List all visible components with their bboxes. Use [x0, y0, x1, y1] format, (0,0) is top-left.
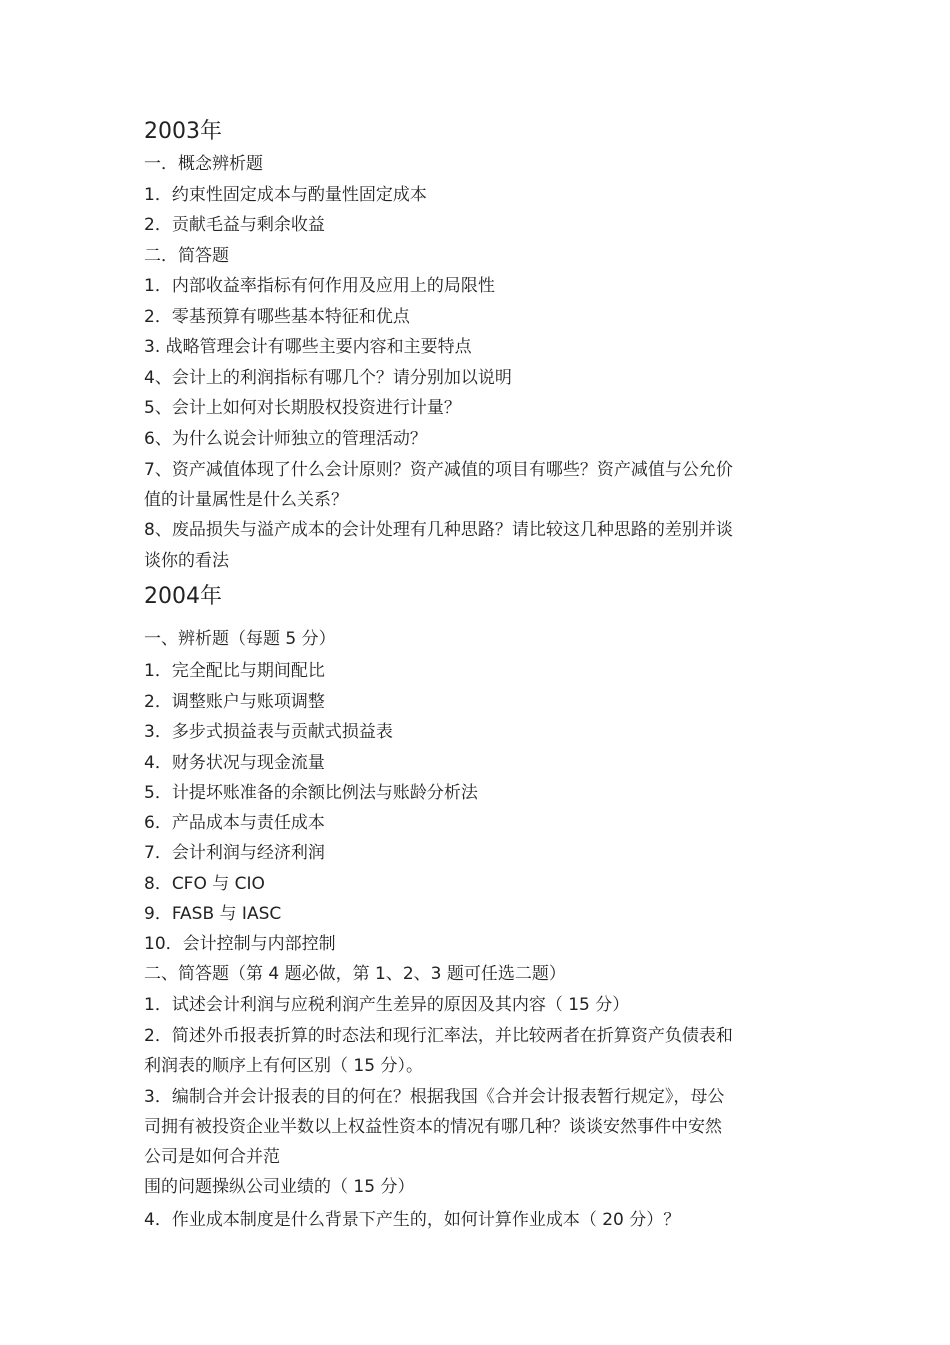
question-line: 2．贡献毛益与剩余收益 — [144, 215, 325, 235]
heading-short-answer: 二、简答题（第 4 题必做，第 1、2、3 题可任选二题） — [144, 964, 566, 984]
question-line: 3．编制合并会计报表的目的何在？根据我国《合并会计报表暂行规定》，母公 — [144, 1087, 725, 1107]
question-line: 4、会计上的利润指标有哪几个？请分别加以说明 — [144, 368, 512, 388]
question-line: 5、会计上如何对长期股权投资进行计量？ — [144, 398, 461, 418]
question-line: 公司是如何合并范 — [144, 1147, 280, 1167]
question-line: 8．CFO 与 CIO — [144, 874, 265, 894]
question-line: 值的计量属性是什么关系？ — [144, 490, 348, 510]
question-line: 2．简述外币报表折算的时态法和现行汇率法，并比较两者在折算资产负债表和 — [144, 1026, 733, 1046]
question-line: 2．调整账户与账项调整 — [144, 692, 325, 712]
section-year-2004: 2004年 — [144, 584, 222, 609]
question-line: 1．试述会计利润与应税利润产生差异的原因及其内容（ 15 分） — [144, 995, 630, 1015]
question-line: 4．作业成本制度是什么背景下产生的，如何计算作业成本（ 20 分）？ — [144, 1210, 681, 1230]
question-line: 谈你的看法 — [144, 551, 229, 571]
question-line: 2．零基预算有哪些基本特征和优点 — [144, 307, 410, 327]
heading-analysis: 一、辨析题（每题 5 分） — [144, 629, 336, 649]
section-year-2003: 2003年 — [144, 119, 222, 144]
question-line: 围的问题操纵公司业绩的（ 15 分） — [144, 1177, 415, 1197]
question-line: 利润表的顺序上有何区别（ 15 分）。 — [144, 1056, 423, 1076]
question-line: 1．内部收益率指标有何作用及应用上的局限性 — [144, 276, 495, 296]
question-line: 7．会计利润与经济利润 — [144, 843, 325, 863]
question-line: 8、废品损失与溢产成本的会计处理有几种思路？请比较这几种思路的差别并谈 — [144, 520, 733, 540]
question-line: 9．FASB 与 IASC — [144, 904, 282, 924]
question-line: 司拥有被投资企业半数以上权益性资本的情况有哪几种？谈谈安然事件中安然 — [144, 1117, 722, 1137]
heading-short-answer: 二．简答题 — [144, 246, 229, 266]
question-line: 4．财务状况与现金流量 — [144, 753, 325, 773]
question-line: 6．产品成本与责任成本 — [144, 813, 325, 833]
question-line: 7、资产减值体现了什么会计原则？资产减值的项目有哪些？资产减值与公允价 — [144, 460, 733, 480]
question-line: 6、为什么说会计师独立的管理活动？ — [144, 429, 427, 449]
heading-concept: 一．概念辨析题 — [144, 154, 263, 174]
question-line: 10．会计控制与内部控制 — [144, 934, 336, 954]
question-line: 3. 战略管理会计有哪些主要内容和主要特点 — [144, 337, 472, 357]
question-line: 1．约束性固定成本与酌量性固定成本 — [144, 185, 427, 205]
question-line: 1．完全配比与期间配比 — [144, 661, 325, 681]
question-line: 5．计提坏账准备的余额比例法与账龄分析法 — [144, 783, 478, 803]
question-line: 3．多步式损益表与贡献式损益表 — [144, 722, 393, 742]
